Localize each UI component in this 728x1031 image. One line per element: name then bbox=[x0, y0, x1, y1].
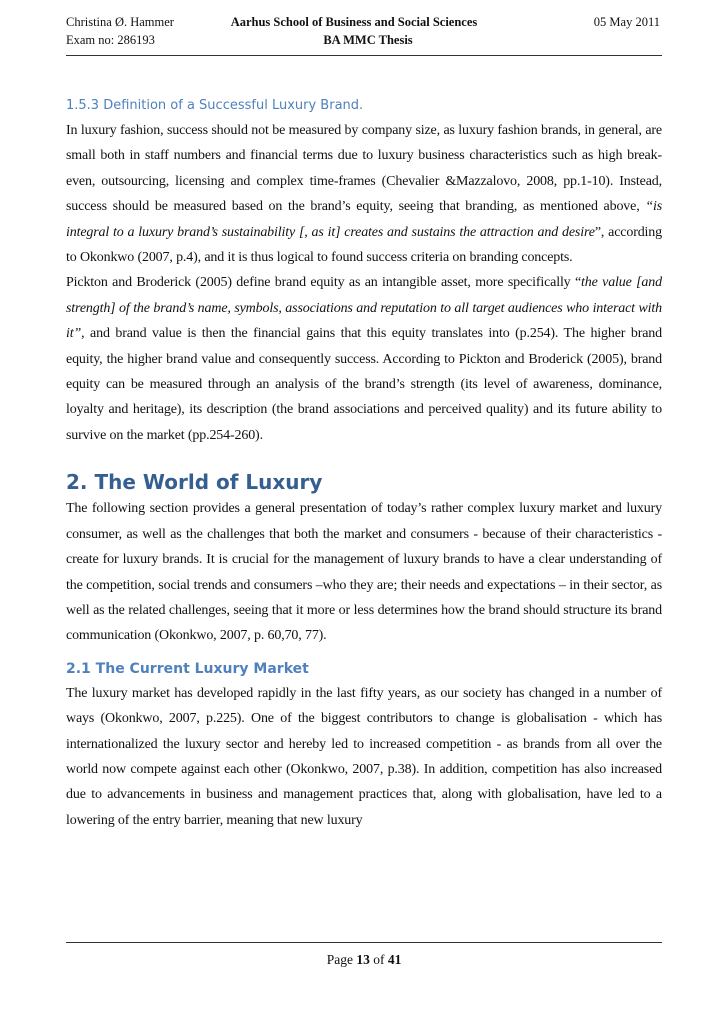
quote-run: the value [and strength] of the brand’s name, symbols, associations and reputation to all target audiences who interact with it” bbox=[66, 275, 662, 342]
text-run: Pickton and Broderick (2005) define brand equity as an intangible asset, more specifically “ bbox=[66, 275, 582, 291]
footer-of-label: of bbox=[373, 952, 385, 967]
text-run: ”, according to Okonkwo (2007, p.4), and it is thus logical to found success criteria on branding concepts. bbox=[66, 224, 662, 266]
footer-page-label: Page bbox=[326, 952, 353, 967]
header-thesis: BA MMC Thesis bbox=[323, 33, 413, 47]
header-institution: Aarhus School of Business and Social Sciences bbox=[230, 15, 478, 29]
footer-divider bbox=[66, 942, 662, 943]
paragraph-success-definition bbox=[66, 118, 662, 270]
paragraph-current-luxury-market: The luxury market has developed rapidly in the last fifty years, as our society has changed in a number of ways (Okonkwo, 2007, p.225). One of the biggest contributors to change is globalisation - which has internationalized the luxury sector and hereby led to increased competition - as brands from all over the world now compete against each other (Okonkwo, 2007, p.38). In addition, competition has also increased due to advancements in business and management practices that, along with globalisation, have led to a lowering of the entry barrier, meaning that new luxury bbox=[66, 685, 662, 828]
page-footer bbox=[0, 952, 728, 968]
paragraph-world-of-luxury: The following section provides a general presentation of today’s rather complex luxury market and luxury consumer, as well as the challenges that both the market and consumers - because of their characteristics - create for luxury brands. It is crucial for the management of luxury brands to have a clear understanding of the competition, social trends and consumers –who they are; their needs and expectations – in their sector, as well as the related challenges, seeing that it more or less determines how the brand should structure its brand communication (Okonkwo, 2007, p. 60,70, 77). bbox=[66, 501, 662, 644]
header-author: Christina Ø. Hammer bbox=[66, 15, 174, 29]
footer-page-number: 13 bbox=[356, 952, 370, 967]
text-run: , and brand value is then the financial gains that this equity translates into (p.254). The higher brand equity, the higher brand value and consequently success. According to Pickton and Broderick (2005), brand equity can be measured through an analysis of the brand’s strength (its level of awareness, dominance, loyalty and heritage), its description (the brand associations and perceived quality) and its future ability to survive on the market (pp.254-260). bbox=[66, 326, 662, 443]
page-body bbox=[66, 94, 662, 833]
header-exam-number: Exam no: 286193 bbox=[66, 33, 155, 47]
heading-world-of-luxury: 2. The World of Luxury bbox=[66, 470, 323, 495]
heading-current-luxury-market: 2.1 The Current Luxury Market bbox=[66, 660, 309, 677]
footer-total-pages: 41 bbox=[387, 952, 402, 967]
heading-1-5-3: 1.5.3 Definition of a Successful Luxury Brand. bbox=[66, 98, 364, 113]
header-date: 05 May 2011 bbox=[593, 15, 660, 29]
text-run: In luxury fashion, success should not be measured by company size, as luxury fashion brands, in general, are small both in staff numbers and financial terms due to luxury business characteristics such as high break-even, outsourcing, licensing and complex time-frames (Chevalier &Mazzalovo, 2008, pp.1-10). Instead, success should be measured based on the brand’s equity, seeing that branding, as mentioned above, bbox=[66, 123, 662, 215]
paragraph-brand-equity bbox=[66, 270, 662, 448]
header-divider bbox=[66, 55, 662, 56]
quote-run: “is integral to a luxury brand’s sustainability [, as it] creates and sustains the attraction and desire bbox=[66, 199, 662, 240]
